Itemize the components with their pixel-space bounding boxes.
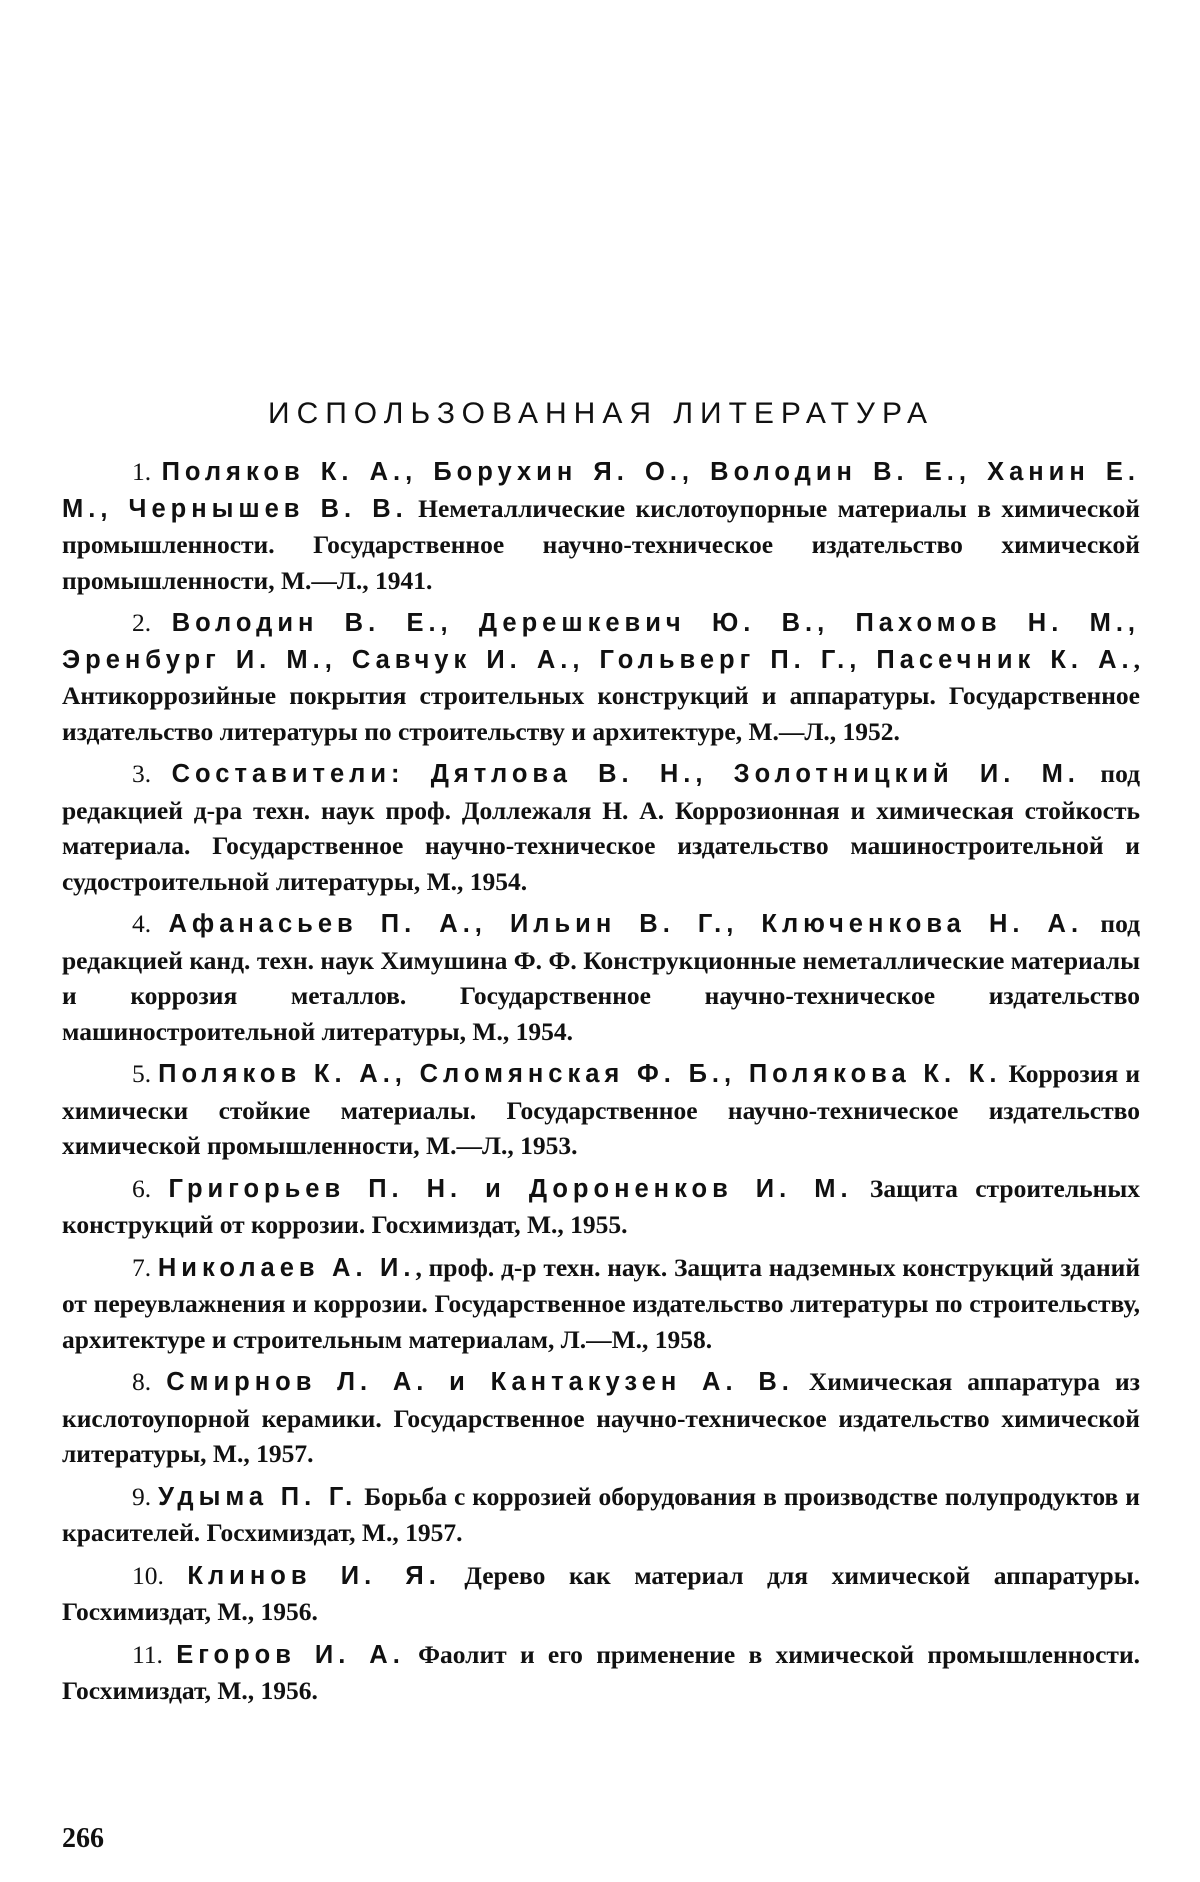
reference-number: 6. <box>132 1173 152 1203</box>
reference-number: 8. <box>132 1367 152 1396</box>
reference-number: 7. <box>132 1252 152 1282</box>
reference-number: 10. <box>132 1560 164 1590</box>
reference-text: , Антикоррозийные покрытия строительных конструкций и аппаратуры. Государственное издательство литературы по строительству и архитектуре, М.—Л., 1952. <box>62 644 1140 746</box>
reference-text: Химическая аппаратура из кислотоупорной керамики. Государственное научно-техническое издательство химической литературы, М., 1957. <box>62 1367 1140 1468</box>
reference-text: Борьба с коррозией оборудования в производстве полупродуктов и красителей. Госхимиздат, М., 1957. <box>62 1481 1141 1547</box>
reference-authors: Поляков К. А., Борухин Я. О., Володин В. Е., Ханин Е. М., Чернышев В. В. <box>62 458 1141 523</box>
reference-item <box>62 1171 1140 1243</box>
reference-authors: Григорьев П. Н. и Дороненков И. М. <box>168 1174 853 1203</box>
page-number: 266 <box>62 1823 104 1854</box>
reference-text: Коррозия и химически стойкие материалы. Государственное научно-техническое издательство химической промышленности, М.—Л., 1953. <box>62 1059 1141 1160</box>
reference-number: 4. <box>132 909 152 938</box>
reference-text: Защита строительных конструкций от коррозии. Госхимиздат, М., 1955. <box>62 1173 1140 1239</box>
reference-authors: Смирнов Л. А. и Кантакузен А. В. <box>166 1368 794 1396</box>
reference-item <box>62 1056 1140 1164</box>
reference-number: 9. <box>132 1481 152 1511</box>
reference-number: 3. <box>132 759 152 788</box>
reference-authors: Афанасьев П. А., Ильин В. Г., Ключенкова Н. А. <box>168 910 1084 938</box>
reference-text: Дерево как материал для химической аппаратуры. Госхимиздат, М., 1956. <box>62 1560 1140 1626</box>
reference-number: 2. <box>132 608 152 637</box>
reference-authors: Николаев А. И. <box>157 1253 416 1282</box>
reference-authors: Удыма П. Г. <box>158 1482 358 1511</box>
reference-item <box>62 605 1140 749</box>
reference-item <box>62 756 1140 899</box>
reference-item <box>62 1558 1140 1630</box>
reference-item <box>62 1250 1140 1358</box>
reference-text: Фаолит и его применение в химической промышленности. Госхимиздат, М., 1956. <box>62 1639 1141 1705</box>
reference-text: Неметаллические кислотоупорные материалы в химической промышленности. Государственное научно-техническое издательство химической промышленности, М.—Л., 1941. <box>62 493 1140 595</box>
page-title: ИСПОЛЬЗОВАННАЯ ЛИТЕРАТУРА <box>268 397 934 430</box>
reference-authors: Клинов И. Я. <box>187 1561 441 1590</box>
reference-item <box>62 1637 1140 1709</box>
reference-authors: Володин В. Е., Дерешкевич Ю. В., Пахомов Н. М., Эренбург И. М., Савчук И. А., Гольверг П. Г., Пасечник К. А. <box>62 609 1140 674</box>
reference-text: под редакцией д-ра техн. наук проф. Доллежаля Н. А. Коррозионная и химическая стойкость материала. Государственное научно-техническое издательство машиностроительной и судостроительной литературы, М., 1954. <box>62 759 1141 896</box>
reference-item <box>62 1364 1140 1472</box>
reference-item <box>62 454 1140 598</box>
reference-item <box>62 1479 1140 1551</box>
reference-text: под редакцией канд. техн. наук Химушина Ф. Ф. Конструкционные неметаллические материалы и коррозия металлов. Государственное научно-техническое издательство машиностроительной литературы, М., 1954. <box>62 909 1141 1046</box>
reference-authors: Составители: Дятлова В. Н., Золотницкий И. М. <box>171 760 1080 788</box>
reference-item <box>62 906 1140 1049</box>
reference-authors: Егоров И. А. <box>176 1640 405 1669</box>
reference-number: 1. <box>132 457 152 486</box>
reference-text: , проф. д-р техн. наук. Защита надземных конструкций зданий от переувлажнения и коррозии. Государственное издательство литературы по строительству, архитектуре и строительным материалам, Л.—М., 1958. <box>62 1252 1141 1354</box>
reference-number: 11. <box>132 1639 163 1669</box>
page-content <box>62 396 1140 1716</box>
reference-authors: Поляков К. А., Сломянская Ф. Б., Полякова К. К. <box>158 1060 1002 1088</box>
reference-number: 5. <box>132 1059 152 1088</box>
reference-list <box>62 454 1140 1709</box>
